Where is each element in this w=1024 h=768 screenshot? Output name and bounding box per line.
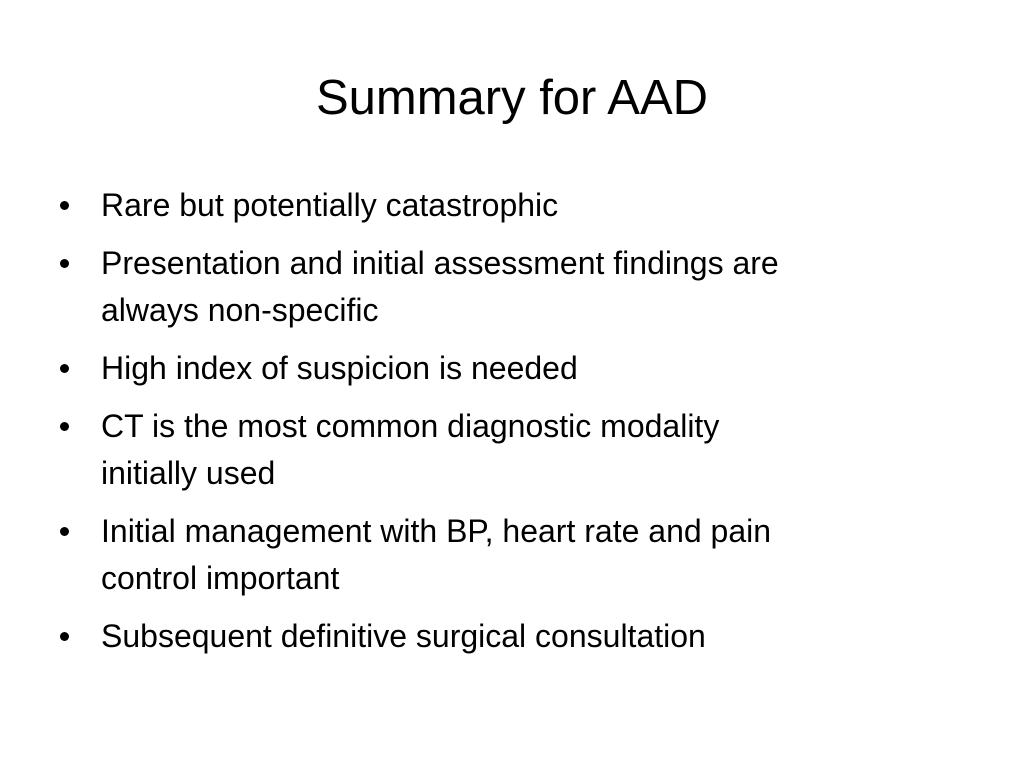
- bullet-line: CT is the most common diagnostic modality: [101, 408, 720, 444]
- bullet-dot-icon: [60, 364, 69, 373]
- bullet-dot-icon: [60, 201, 69, 210]
- bullet-list: [58, 182, 958, 671]
- bullet-item: [58, 182, 958, 229]
- bullet-line: Initial management with BP, heart rate and pain: [101, 513, 772, 549]
- bullet-dot-icon: [60, 632, 69, 641]
- bullet-item: [58, 240, 958, 334]
- bullet-line: Presentation and initial assessment findings are: [101, 245, 779, 281]
- bullet-item: [58, 403, 958, 497]
- bullet-item: [58, 345, 958, 392]
- bullet-item: [58, 613, 958, 660]
- bullet-line: initially used: [101, 455, 276, 491]
- bullet-dot-icon: [60, 527, 69, 536]
- bullet-line: always non-specific: [101, 292, 379, 328]
- slide-title: Summary for AAD: [315, 71, 709, 125]
- bullet-line: High index of suspicion is needed: [101, 350, 578, 386]
- bullet-line: control important: [101, 560, 340, 596]
- bullet-dot-icon: [60, 422, 69, 431]
- bullet-item: [58, 508, 958, 602]
- bullet-line: Rare but potentially catastrophic: [101, 187, 559, 223]
- bullet-dot-icon: [60, 259, 69, 268]
- bullet-line: Subsequent definitive surgical consultation: [101, 618, 706, 654]
